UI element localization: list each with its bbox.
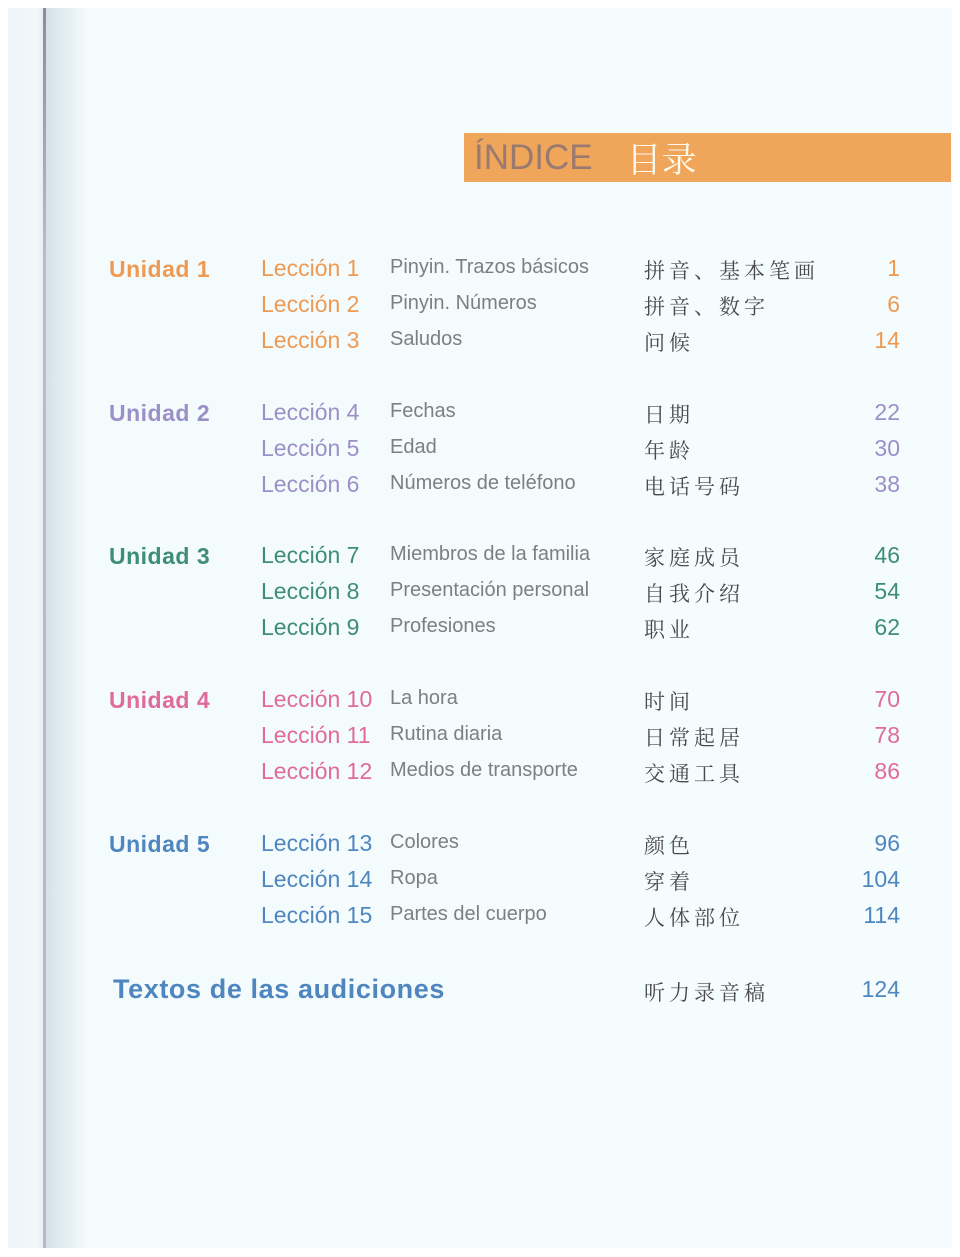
toc-row[interactable] (0, 542, 960, 578)
lesson-number: Lección 11 (261, 722, 371, 748)
page-number: 96 (874, 830, 900, 856)
lesson-number: Lección 6 (261, 471, 360, 497)
appendix-label-zh: 听力录音稿 (644, 981, 769, 1005)
page-number: 86 (874, 758, 900, 784)
appendix-page-number: 124 (861, 976, 900, 1002)
lesson-topic-zh: 拼音、基本笔画 (644, 259, 819, 283)
lesson-topic-zh: 拼音、数字 (644, 295, 769, 319)
page-number: 14 (874, 327, 900, 353)
unit-label: Unidad 2 (109, 400, 211, 426)
toc-row[interactable] (0, 435, 960, 471)
page-number: 38 (874, 471, 900, 497)
lesson-topic-zh: 年龄 (644, 439, 694, 463)
lesson-number: Lección 3 (261, 327, 360, 353)
toc-row[interactable] (0, 758, 960, 794)
toc-row[interactable] (0, 399, 960, 435)
lesson-number: Lección 15 (261, 902, 373, 928)
lesson-number: Lección 4 (261, 399, 360, 425)
lesson-number: Lección 5 (261, 435, 360, 461)
page-number: 30 (874, 435, 900, 461)
lesson-topic: Presentación personal (390, 579, 590, 601)
toc-row[interactable] (0, 686, 960, 722)
lesson-topic-zh: 交通工具 (644, 762, 744, 786)
page-number: 6 (887, 291, 900, 317)
unit-label: Unidad 4 (109, 687, 211, 713)
page-number: 54 (874, 578, 900, 604)
lesson-topic-zh: 日期 (644, 403, 694, 427)
toc-row[interactable] (0, 866, 960, 902)
lesson-topic-zh: 职业 (644, 618, 694, 642)
lesson-topic-zh: 颜色 (644, 834, 694, 858)
lesson-topic: Ropa (390, 867, 438, 889)
page-number: 62 (874, 614, 900, 640)
toc-row[interactable] (0, 255, 960, 291)
lesson-topic: Saludos (390, 328, 463, 350)
unit-label: Unidad 5 (109, 831, 211, 857)
lesson-number: Lección 9 (261, 614, 360, 640)
lesson-topic: Partes del cuerpo (390, 903, 547, 925)
page-number: 22 (874, 399, 900, 425)
toc-row[interactable] (0, 291, 960, 327)
lesson-number: Lección 13 (261, 830, 373, 856)
lesson-number: Lección 14 (261, 866, 373, 892)
toc-row[interactable] (0, 471, 960, 507)
lesson-number: Lección 7 (261, 542, 360, 568)
toc-row[interactable] (0, 830, 960, 866)
lesson-topic: Miembros de la familia (390, 543, 591, 565)
lesson-number: Lección 1 (261, 255, 360, 281)
lesson-topic: Rutina diaria (390, 723, 503, 745)
lesson-topic-zh: 家庭成员 (644, 546, 744, 570)
lesson-topic-zh: 日常起居 (644, 726, 744, 750)
index-title-bar (464, 133, 951, 182)
lesson-number: Lección 10 (261, 686, 373, 712)
lesson-number: Lección 2 (261, 291, 360, 317)
page-number: 1 (887, 255, 900, 281)
lesson-topic: Medios de transporte (390, 759, 578, 781)
toc-row[interactable] (0, 578, 960, 614)
lesson-topic: Fechas (390, 400, 456, 422)
toc-row[interactable] (0, 722, 960, 758)
appendix-label: Textos de las audiciones (113, 974, 446, 1004)
index-title-es: ÍNDICE (474, 137, 593, 177)
page-number: 78 (874, 722, 900, 748)
lesson-topic: Números de teléfono (390, 472, 576, 494)
page-number: 70 (874, 686, 900, 712)
lesson-topic: Pinyin. Números (390, 292, 537, 314)
lesson-topic-zh: 时间 (644, 690, 694, 714)
lesson-topic-zh: 穿着 (644, 870, 694, 894)
toc-row[interactable] (0, 902, 960, 938)
lesson-topic: La hora (390, 687, 458, 709)
lesson-topic-zh: 电话号码 (644, 475, 744, 499)
lesson-topic: Pinyin. Trazos básicos (390, 256, 589, 278)
unit-label: Unidad 3 (109, 543, 211, 569)
lesson-topic-zh: 问候 (644, 331, 694, 355)
unit-label: Unidad 1 (109, 256, 211, 282)
lesson-topic-zh: 自我介绍 (644, 582, 744, 606)
page-number: 114 (863, 902, 900, 928)
lesson-topic: Edad (390, 436, 437, 458)
toc-row[interactable] (0, 614, 960, 650)
page-number: 46 (874, 542, 900, 568)
lesson-topic: Profesiones (390, 615, 496, 637)
toc-row[interactable] (0, 327, 960, 363)
lesson-topic-zh: 人体部位 (644, 906, 744, 930)
lesson-number: Lección 12 (261, 758, 373, 784)
lesson-number: Lección 8 (261, 578, 360, 604)
index-title-zh: 目录 (626, 140, 697, 181)
page-number: 104 (861, 866, 900, 892)
lesson-topic: Colores (390, 831, 459, 853)
